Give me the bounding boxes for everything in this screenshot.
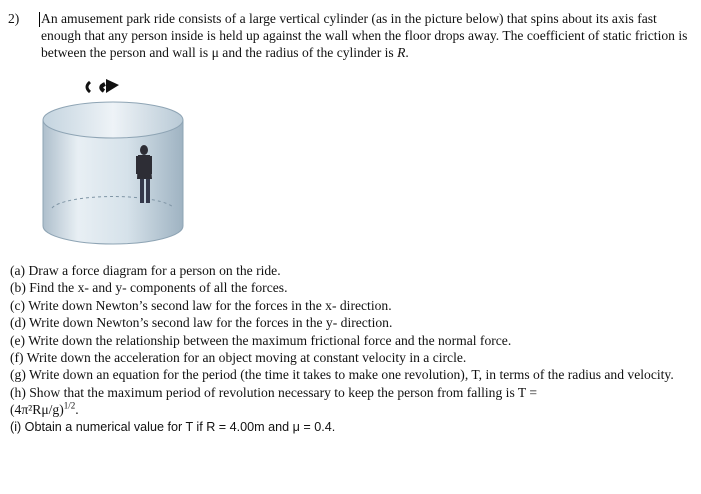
- problem-intro: [41, 10, 688, 62]
- part-h: [10, 384, 690, 419]
- part-h-text: (h) Show that the maximum period of revolution necessary to keep the person from falling is T =: [10, 384, 538, 400]
- formula-exponent: 1/2: [63, 400, 76, 411]
- part-a: (a) Draw a force diagram for a person on the ride.: [10, 263, 281, 278]
- problem-statement: [8, 10, 688, 62]
- formula-end: .: [75, 402, 79, 418]
- radius-symbol: R: [397, 45, 406, 61]
- rotation-arrow-icon: [87, 79, 119, 93]
- part-h-formula: [10, 402, 79, 417]
- part-b: (b) Find the x- and y- components of all the forces.: [10, 280, 288, 296]
- part-i: (i) Obtain a numerical value for T if R = 4.00m and μ = 0.4.: [10, 419, 336, 434]
- part-c: (c) Write down Newton’s second law for the forces in the x- direction.: [10, 297, 392, 313]
- question-number: 2): [8, 11, 20, 26]
- part-f: (f) Write down the acceleration for an object moving at constant velocity in a circle.: [10, 350, 467, 366]
- cylinder-ride-illustration: [38, 76, 188, 254]
- formula-base: (4π²Rμ/g): [10, 402, 64, 418]
- part-d: (d) Write down Newton’s second law for the forces in the y- direction.: [10, 315, 393, 331]
- intro-end: .: [405, 45, 409, 61]
- intro-text: An amusement park ride consists of a large vertical cylinder (as in the picture below) that spins about its axis fast enough that any person inside is held up against the wall when the floor drops away. The coefficient of static friction is between the person and wall is μ and the radius of the cylinder is: [41, 11, 688, 61]
- question-parts: [10, 262, 690, 436]
- part-e: (e) Write down the relationship between the maximum frictional force and the normal force.: [10, 332, 512, 348]
- cylinder-figure: [38, 76, 188, 254]
- text-cursor: [39, 12, 40, 27]
- part-g: (g) Write down an equation for the period (the time it takes to make one revolution), T, in terms of the radius and velocity.: [10, 367, 674, 383]
